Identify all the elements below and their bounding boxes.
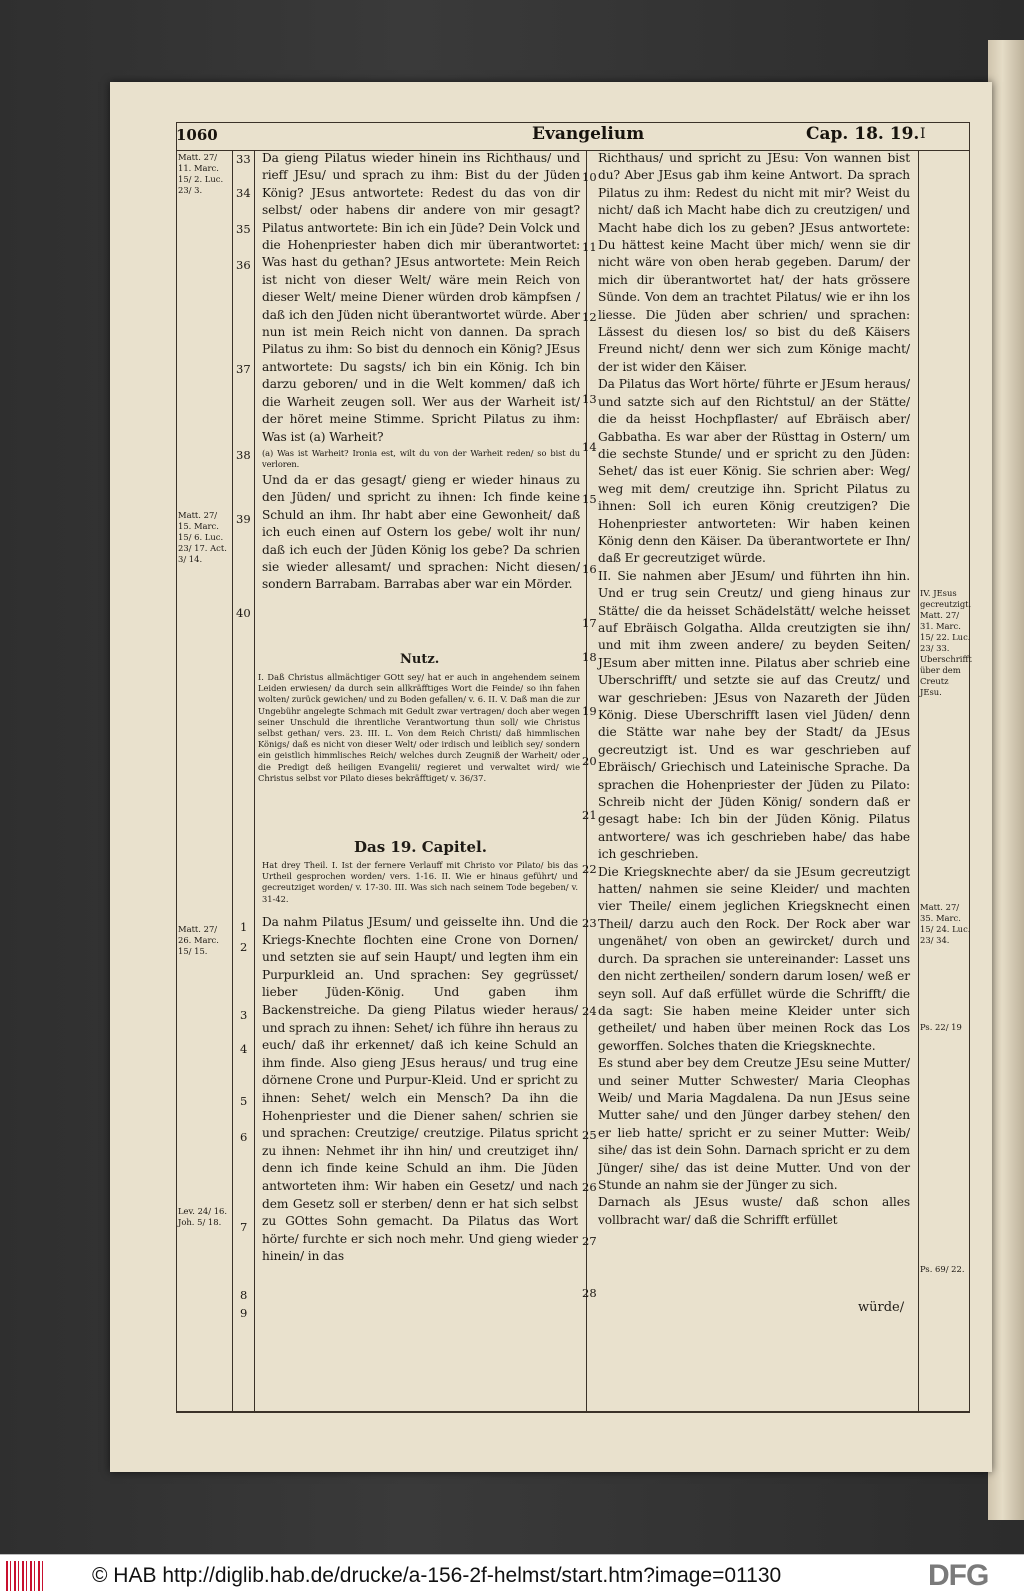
verse-number: 8 (240, 1288, 248, 1302)
verse-number: 16 (582, 562, 597, 576)
verse-number: 25 (582, 1128, 597, 1142)
paragraph: Richthaus/ und spricht zu JEsu: Von wannen bist du? Aber JEsus gab ihm keine Antwort. Da sprach Pilatus zu ihm: Redest du nicht mit mir? Weist du nicht/ daß ich Macht habe dich zu creutzigen/ und Macht habe dich los zu geben? JEsus antwortete: Du hättest keine Macht über mich/ wenn sie dir nicht wäre von oben herab gegeben. Darum/ der mich dir überantwortet hat/ der hats grössere Sünde. Von dem an trachtet Pilatus/ wie er ihn los liesse. Die Jüden aber schrien/ und sprachen: Lässest du diesen los/ so bist du deß Käisers Freund nicht/ denn wer sich zum Könige macht/ der ist wider den Käiser. (598, 151, 910, 374)
right-margin-rule (918, 150, 919, 1412)
paragraph: Darnach als JEsus wuste/ daß schon alles vollbracht war/ daß die Schrifft erfüllet (598, 1195, 910, 1227)
verse-number: 3 (240, 1008, 248, 1022)
right-column-text (598, 150, 910, 1229)
footnote: (a) Was ist Warheit? Ironia est, wilt du von der Warheit reden/ so bist du verloren. (262, 447, 580, 469)
adjacent-page-edge (988, 40, 1024, 1520)
margin-note-right-1: IV. JEsus gecreutzigt. Matt. 27/ 31. Marc. 15/ 22. Luc. 23/ 33. Uberschrifft über dem Creutz JEsu. (920, 588, 972, 697)
verse-number: 13 (582, 392, 597, 406)
nutz-text: I. Daß Christus allmächtiger GOtt sey/ hat er auch in angehendem seinem Leiden erwiesen/ da durch sein allkräfftiges Wort die Feinde/ so ihn fahen wolten/ zurück gewichen/ und zu Boden gefallen/ v. 6. II. V. Daß man die zur Ungebühr angelegte Schmach mit Gedult zwar vertragen/ doch aber wegen seiner Unschuld die ihrentliche Verantwortung thun soll/ wie Christus selbst gethan/ vers. 23. III. L. Von dem Reich Christi/ daß himmlischen Königs/ daß es nicht von dieser Welt/ oder irdisch und leiblich sey/ sondern ein geistlich himmlisches Reich/ welches durch Zeugniß der Warheit/ oder die Predigt deß heiligen Evangelii/ regieret und verwaltet wird/ wie Christus selbst vor Pilato dieses bekräfftiget/ v. 36/37. (258, 672, 580, 783)
verse-number: 9 (240, 1306, 248, 1320)
verse-number: 34 (236, 186, 251, 200)
verse-number: 27 (582, 1234, 597, 1248)
dfg-logo: DFG (928, 1559, 989, 1592)
verse-number: 35 (236, 222, 251, 236)
verse-number: 38 (236, 448, 251, 462)
center-rule (586, 150, 587, 1412)
footer-bar (0, 1554, 1024, 1596)
catchword: würde/ (858, 1300, 905, 1315)
paragraph: Da Pilatus das Wort hörte/ führte er JEsum heraus/ und satzte sich auf den Richtstul/ an der Stätte/ die da heisst Hochpflaster/ auf Ebräisch aber/ Gabbatha. Es war aber der Rüsttag in Ostern/ um die sechste Stunde/ und er spricht zu den Jüden: Sehet/ das ist euer König. Sie schrien aber: Weg/ weg mit dem/ creutzige ihn. Spricht Pilatus zu ihnen: Soll ich euren König creutzigen? Die Hohenpriester antworteten: Wir haben keinen König denn den Käiser. Da überantwortete er Ihn/ daß Er gecreutziget würde. (598, 377, 910, 566)
verse-number: 36 (236, 258, 251, 272)
verse-number: 37 (236, 362, 251, 376)
margin-note-right-4: Ps. 69/ 22. (920, 1264, 965, 1274)
verse-column-rule (254, 150, 255, 1412)
footer-rule (176, 1412, 970, 1413)
verse-number: 4 (240, 1042, 248, 1056)
verse-number: 24 (582, 1004, 597, 1018)
verse-number: 21 (582, 808, 597, 822)
barcode-icon (6, 1561, 46, 1591)
verse-number: 15 (582, 492, 597, 506)
margin-note-right-3: Ps. 22/ 19 (920, 1022, 962, 1032)
verse-number: 39 (236, 512, 251, 526)
verse-number: 2 (240, 940, 248, 954)
verse-number: 12 (582, 310, 597, 324)
verse-number: 20 (582, 754, 597, 768)
nutz-heading: Nutz. (400, 652, 440, 667)
header-marker: I (920, 126, 926, 142)
margin-note-left-3: Matt. 27/ 26. Marc. 15/ 15. (178, 924, 219, 956)
verse-number: 1 (240, 920, 248, 934)
verse-number: 23 (582, 916, 597, 930)
paragraph: Es stund aber bey dem Creutze JEsu seine Mutter/ und seiner Mutter Schwester/ Maria Cleophas Weib/ und Maria Magdalena. Da nun JEsus seine Mutter sahe/ und den Jünger darbey stehen/ den er lieb hatte/ spricht er zu seiner Mutter: Weib/ sihe/ das ist dein Sohn. Darnach spricht er zu dem Jünger/ sihe/ das ist deine Mutter. Und von der Stunde an nahm sie der Jünger zu sich. (598, 1056, 910, 1192)
left-column-text (262, 150, 580, 594)
left-margin-rule (232, 150, 233, 1412)
chapter-reference: Cap. 18. 19. (806, 124, 920, 144)
verse-number: 11 (582, 240, 597, 254)
chapter-heading: Das 19. Capitel. (354, 838, 487, 856)
verse-number: 19 (582, 704, 597, 718)
verse-number: 33 (236, 152, 251, 166)
margin-note-left-4: Lev. 24/ 16. Joh. 5/ 18. (178, 1206, 228, 1227)
paragraph: II. Sie nahmen aber JEsum/ und führten ihn hin. Und er trug sein Creutz/ und gieng hinaus zur Stätte/ die da heisset Schädelstätt/ welche heisset auf Ebräisch Golgatha. Allda creutzigten sie ihn/ und mit ihm zween andere/ zu beyden Seiten/ JEsum aber mitten inne. Pilatus aber schrieb eine Uberschrifft/ und setzte sie auf das Creutz/ und war geschrieben: JEsus von Nazareth der Jüden König. Diese Uberschrifft lasen viel Jüden/ denn die Stätte war nahe bey der Stadt/ da JEsus gecreutzigt ist. Und es war geschrieben auf Ebräisch/ Griechisch und Lateinische Sprache. Da sprachen die Hohenpriester der Jüden zu Pilato: Schreib nicht der Jüden König/ sondern daß er gesagt habe: Ich bin der Jüden König. Pilatus antwortere/ was ich geschrieben habe/ das habe ich geschrieben. (598, 568, 910, 862)
verse-number: 18 (582, 650, 597, 664)
margin-note-left-2: Matt. 27/ 15. Marc. 15/ 6. Luc. 23/ 17. Act. 3/ 14. (178, 510, 227, 564)
paragraph: Die Kriegsknechte aber/ da sie JEsum gecreutzigt hatten/ nahmen sie seine Kleider/ und machten vier Theile/ einem jeglichen Kriegsknecht einen Theil/ darzu auch den Rock. Der Rock aber war ungenähet/ von oben an gewircket/ durch und durch. Da sprachen sie untereinander: Lasset uns den nicht zertheilen/ sondern darum losen/ weß er seyn soll. Auf daß erfüllet würde die Schrifft/ die da sagt: Sie haben meine Kleider unter sich getheilet/ und haben über meinen Rock das Los geworffen. Solches thaten die Kriegsknechte. (598, 864, 910, 1053)
paragraph: Und da er das gesagt/ gieng er wieder hinaus zu den Jüden/ und spricht zu ihnen: Ich finde keine Schuld an ihm. Ihr habt aber eine Gewonheit/ daß ich euch einen auf Ostern los gebe/ wolt ihr nun/ daß ich euch der Jüden König los gebe? Da schrien sie wieder allesamt/ und sprachen: Nicht diesen/ sondern Barrabam. Barrabas aber war ein Mörder. (262, 472, 580, 592)
margin-note-left-1: Matt. 27/ 11. Marc. 15/ 2. Luc. 23/ 3. (178, 152, 224, 195)
chapter-text: Da nahm Pilatus JEsum/ und geisselte ihn. Und die Kriegs-Knechte flochten eine Crone von Dornen/ und setzten sie auf sein Haupt/ und legten ihm ein Purpurkleid an. Und sprachen: Sey gegrüsset/ lieber Jüden-König. Und gaben ihm Backenstreiche. Da gieng Pilatus wieder heraus/ und sprach zu ihnen: Sehet/ ich führe ihn heraus zu euch/ daß ihr erkennet/ daß ich keine Schuld an ihm finde. Also gieng JEsus heraus/ und trug eine dörnene Crone und Purpur-Kleid. Und er spricht zu ihnen: Sehet/ welch ein Mensch? Da ihn die Hohenpriester und die Diener sahen/ schrien sie und sprachen: Creutzige/ creutzige. Pilatus spricht zu ihnen: Nehmet ihr ihn hin/ und creutziget ihn/ denn ich finde keine Schuld an ihm. Die Jüden antworteten ihm: Wir haben ein Gesetz/ und nach dem Gesetz soll er sterben/ denn er hat sich selbst zu GOttes Sohn gemacht. Da Pilatus das Wort hörte/ furchte er sich noch mehr. Und gieng wieder hinein/ in das (262, 915, 578, 1264)
running-title: Evangelium (532, 124, 645, 144)
copyright-link[interactable]: © HAB http://diglib.hab.de/drucke/a-156-2f-helmst/start.htm?image=01130 (92, 1564, 782, 1587)
paragraph: Da gieng Pilatus wieder hinein ins Richthaus/ und rieff JEsu/ und sprach zu ihm: Bist du der Jüden König? JEsus antwortete: Redest du das von dir selbst/ oder habens dir andere von mir gesagt? Pilatus antwortete: Bin ich ein Jüde? Dein Volck und die Hohenpriester haben dich mir überantwortet: Was hast du gethan? JEsus antwortete: Mein Reich ist nicht von dieser Welt/ wäre mein Reich von dieser Welt/ meine Diener würden drob kämpfsen / daß ich den Jüden nicht überantwortet würde. Aber nun ist mein Reich nicht von dannen. Da sprach Pilatus zu ihm: So bist du dennoch ein König? JEsus antwortete: Du sagsts/ ich bin ein König. Ich bin darzu geboren/ und in die Welt kommen/ daß ich die Warheit zeugen soll. Wer aus der Warheit ist/ der höret meine Stimme. Spricht Pilatus zu ihm: Was ist (a) Warheit? (262, 151, 580, 444)
verse-number: 5 (240, 1094, 248, 1108)
verse-number: 22 (582, 862, 597, 876)
verse-number: 10 (582, 170, 597, 184)
page-number: 1060 (176, 126, 218, 144)
verse-number: 26 (582, 1180, 597, 1194)
chapter-summary: Hat drey Theil. I. Ist der fernere Verlauff mit Christo vor Pilato/ bis das Urtheil gesprochen worden/ vers. 1-16. II. Wie er hinaus geführt/ und gecreutziget worden/ v. 17-30. III. Was sich nach seinem Tode begeben/ v. 31-42. (262, 860, 578, 904)
verse-number: 14 (582, 440, 597, 454)
verse-number: 17 (582, 616, 597, 630)
verse-number: 40 (236, 606, 251, 620)
verse-number: 7 (240, 1220, 248, 1234)
verse-number: 28 (582, 1286, 597, 1300)
verse-number: 6 (240, 1130, 248, 1144)
margin-note-right-2: Matt. 27/ 35. Marc. 15/ 24. Luc. 23/ 34. (920, 902, 971, 945)
